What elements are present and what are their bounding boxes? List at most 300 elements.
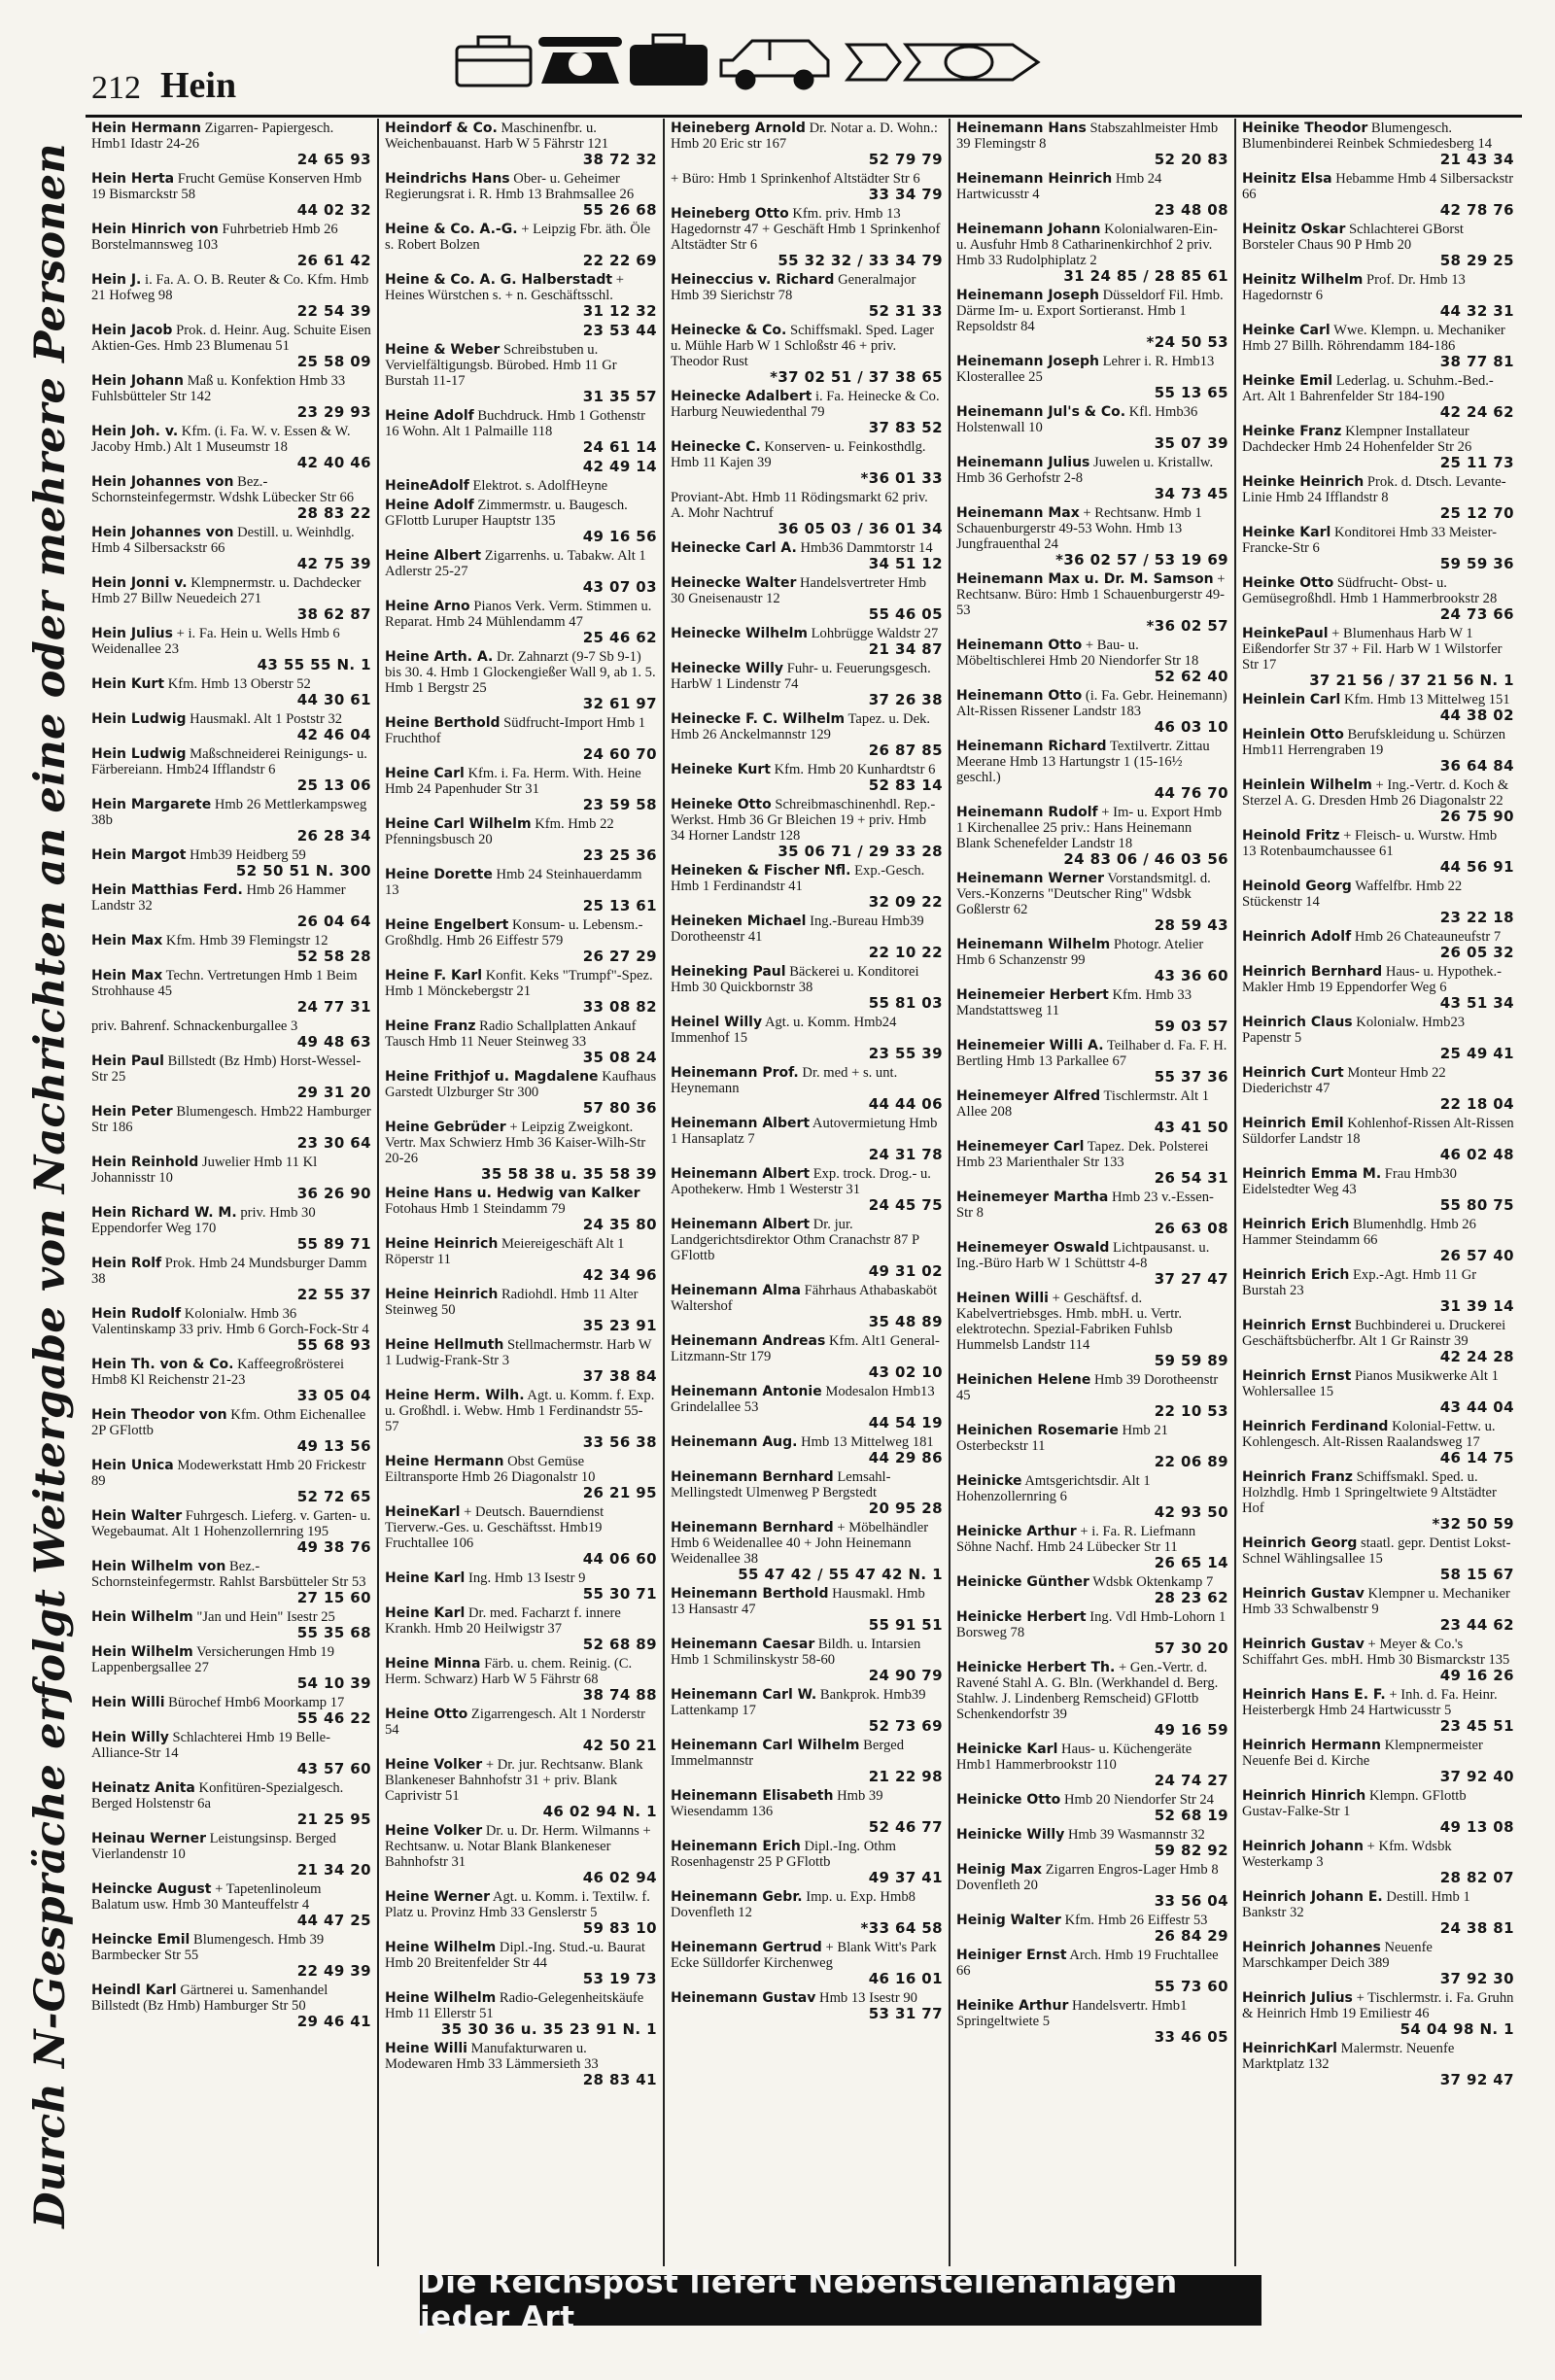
entry-name: Hein Rudolf [91,1306,182,1322]
arrow-logo-icon [847,45,1038,80]
directory-entry [671,575,943,622]
entry-name: Heinemann Berthold [671,1586,829,1602]
entry-details: Exp. trock. Drog.- u. Apothekerw. Hmb 1 Westerstr 31 [671,1166,931,1197]
header-rule [86,115,1522,118]
entry-name: Heine Dorette [385,867,493,882]
entry-name: Heinicke Willy [956,1827,1065,1843]
entry-phone-number: 37 83 52 [868,419,943,436]
entry-details: + Rechtsanw. Büro: Hmb 1 Schauenburgerstr 49-53 [956,571,1226,618]
directory-entry [91,1559,371,1605]
entry-phone-number: 49 13 56 [296,1437,371,1455]
suitcase-icon [457,37,531,86]
entry-name: Heinike Arthur [956,1998,1069,2014]
entry-details: + Blank Witt's Park Ecke Sülldorfer Kirchenweg [671,1940,937,1971]
entry-details: Dipl.-Ing. Othm Rosenhagenstr 25 P GFlottb [671,1839,896,1870]
directory-entry [385,121,657,167]
entry-details: Billstedt (Bz Hmb) Horst-Wessel-Str 25 [91,1053,362,1085]
entry-name: Hein Matthias Ferd. [91,882,243,898]
directory-entry [385,1454,657,1500]
entry-phone-number: 42 40 46 [296,454,371,471]
entry-details: Proviant-Abt. Hmb 11 Rödingsmarkt 62 priv. A. Mohr Nachtruf [671,490,928,521]
entry-phone-number: *37 02 51 / 37 38 65 [770,368,943,386]
entry-details: Schlachterei GBorst Borsteler Chaus 90 P Hmb 20 [1242,222,1464,253]
directory-entry [385,649,657,711]
entry-phone-number: 26 28 34 [296,827,371,845]
entry-name: Heinrich Hermann [1242,1738,1381,1753]
directory-entry [1242,373,1514,420]
entry-phone-number: *24 50 53 [1146,333,1228,351]
entry-name: Hein Kurt [91,676,165,692]
entry-name: Heinemann Otto [956,688,1083,704]
directory-entry [91,272,371,319]
entry-phone-number: 43 41 50 [1154,1119,1228,1136]
entry-name: Heinicke Otto [956,1792,1061,1808]
directory-entry [91,1458,371,1504]
entry-details: Klempner u. Mechaniker Hmb 33 Schwalbenstr 9 [1242,1586,1510,1617]
entry-details: Zigarrenhs. u. Tabakw. Alt 1 Adlerstr 25-27 [385,548,646,579]
entry-details: Lederlag. u. Schuhm.-Bed.-Art. Alt 1 Bahrenfelder Str 184-190 [1242,373,1494,404]
directory-entry [385,917,657,964]
entry-phone-number: 42 50 21 [582,1737,657,1754]
directory-entry [956,1792,1228,1823]
directory-column-4 [949,119,1234,2266]
directory-entry [385,867,657,914]
directory-entry [956,1609,1228,1656]
entry-name: Heine Werner [385,1889,491,1905]
directory-entry [956,354,1228,400]
entry-phone-number: 28 59 43 [1154,916,1228,934]
entry-details: Ing. Hmb 13 Isestr 9 [468,1570,586,1586]
entry-phone-number: 59 59 36 [1439,555,1514,572]
directory-entry [385,1605,657,1652]
entry-details: Hmb 23 v.-Essen-Str 8 [956,1190,1214,1221]
entry-name: Heine Willi [385,2041,467,2056]
entry-name: Heinrich Ernst [1242,1318,1352,1333]
entry-details: Destill. u. Weinhdlg. Hmb 4 Silbersackstr 66 [91,525,355,556]
directory-column-5 [1234,119,1520,2266]
directory-entry [671,661,943,707]
entry-phone-number: 26 65 14 [1154,1554,1228,1571]
entry-details: Agt. u. Komm. f. Exp. u. Großhdl. i. Webw. Hmb 1 Ferdinandstr 55-57 [385,1388,655,1434]
entry-details: Neuenfe Marschkamper Deich 389 [1242,1940,1433,1971]
directory-entry [956,638,1228,684]
entry-phone-number: 23 45 51 [1439,1717,1514,1735]
entry-details: Arch. Hmb 19 Fruchtallee 66 [956,1948,1219,1979]
entry-name: Heinrich Emil [1242,1116,1344,1131]
entry-details: Konditorei Hmb 33 Meister-Francke-Str 6 [1242,525,1498,556]
entry-name: Heincke August [91,1881,212,1897]
entry-phone-number: 55 73 60 [1154,1978,1228,1995]
directory-entry [956,1473,1228,1520]
entry-details: Juwelier Hmb 11 Kl Johannisstr 10 [91,1155,318,1186]
entry-name: Heinecke F. C. Wilhelm [671,711,846,727]
entry-details: Kfm. Hmb 39 Flemingstr 12 [165,933,328,949]
entry-phone-number: 21 22 98 [868,1768,943,1785]
entry-name: Heine Heinrich [385,1236,499,1252]
entry-phone-number: 35 07 39 [1154,434,1228,452]
directory-entry [671,540,943,571]
entry-details: priv. Bahrenf. Schnackenburgallee 3 [91,1018,298,1034]
entry-details: + Bau- u. Möbeltischlerei Hmb 20 Niendorfer Str 18 [956,638,1199,669]
entry-name: Heinicke Herbert Th. [956,1660,1116,1675]
entry-phone-number: 52 46 77 [868,1818,943,1836]
entry-phone-number: 31 24 85 / 28 85 61 [1063,267,1228,285]
directory-entry [671,206,943,268]
directory-entry [385,1707,657,1753]
entry-phone-number: 57 30 20 [1154,1639,1228,1657]
entry-name: Heinemann Joseph [956,354,1099,369]
entry-phone-number: 29 46 41 [296,2013,371,2030]
entry-name: Hein J. [91,272,142,288]
entry-details: Prok. d. Heinr. Aug. Schuite Eisen Aktien-Ges. Hmb 23 Blumenau 51 [91,323,371,354]
entry-phone-number: 33 05 04 [296,1387,371,1404]
entry-name: Hein Margarete [91,797,212,812]
entry-name: Heinemann Alma [671,1283,801,1298]
directory-entry [385,459,657,474]
entry-details: Pianos Musikwerke Alt 1 Wohlersallee 15 [1242,1368,1499,1399]
directory-entry [1242,222,1514,268]
entry-details: Hmb 21 Osterbeckstr 11 [956,1423,1168,1454]
entry-details: Bez.-Schornsteinfegermstr. Wdshk Lübecker Str 66 [91,474,355,505]
directory-entry [956,1139,1228,1186]
entry-details: Fährhaus Athabaskaböt Waltershof [671,1283,938,1314]
entry-name: Heinemann Elisabeth [671,1788,834,1804]
directory-entry [1242,1368,1514,1415]
entry-name: Heinemann Rudolf [956,805,1098,820]
entry-name: Heinemann Bernhard [671,1469,834,1485]
entry-phone-number: 54 10 39 [296,1674,371,1692]
entry-name: Heine Carl [385,766,465,781]
entry-name: Heinecke Carl A. [671,540,797,556]
entry-phone-number: 36 64 84 [1439,757,1514,775]
entry-details: Exp.-Gesch. Hmb 1 Ferdinandstr 41 [671,863,925,894]
entry-details: Kfm. priv. Hmb 13 Hagedornstr 47 + Geschäft Hmb 1 Sprinkenhof Altstädter Str 6 [671,206,941,253]
entry-details: Prof. Dr. Hmb 13 Hagedornstr 6 [1242,272,1466,303]
entry-details: + Kfm. Wdsbk Westerkamp 3 [1242,1839,1452,1870]
entry-details: Waffelfbr. Hmb 22 Stückenstr 14 [1242,879,1463,910]
directory-entry [1242,929,1514,960]
entry-phone-number: 26 75 90 [1439,808,1514,825]
directory-entry [1242,1267,1514,1314]
entry-phone-number: 44 76 70 [1154,784,1228,802]
entry-name: Heinemann Jul's & Co. [956,404,1126,420]
entry-phone-number: 24 77 31 [296,998,371,1016]
entry-details: staatl. gepr. Dentist Lokst-Schnel Wählingsallee 15 [1242,1535,1511,1567]
directory-entry [91,676,371,707]
entry-phone-number: 55 80 75 [1439,1196,1514,1214]
directory-entry [956,1190,1228,1236]
entry-details: Exp.-Agt. Hmb 11 Gr Burstah 23 [1242,1267,1477,1298]
entry-phone-number: 22 18 04 [1439,1095,1514,1113]
directory-entry [1242,1889,1514,1936]
directory-entry [91,847,371,879]
entry-phone-number: 23 29 93 [296,403,371,421]
entry-name: Heine F. Karl [385,968,483,983]
entry-details: Hebamme Hmb 4 Silbersackstr 66 [1242,171,1514,202]
entry-details: Agt. u. Komm. i. Textilw. f. Platz u. Provinz Hmb 33 Genslerstr 5 [385,1889,650,1920]
entry-name: Heinold Georg [1242,879,1352,894]
directory-entry [91,1730,371,1776]
entry-details: Kolonialwaren-Ein- u. Ausfuhr Hmb 8 Catharinenkirchhof 2 priv. Hmb 33 Rudolphiplatz 2 [956,222,1218,268]
entry-name: Heincke Emil [91,1932,190,1948]
directory-entry [1242,1535,1514,1582]
directory-entry [91,575,371,622]
entry-phone-number: 44 47 25 [296,1912,371,1929]
entry-details: Hmb 39 Wasmannstr 32 [1068,1827,1205,1843]
entry-name: Heinecke Willy [671,661,784,676]
directory-entry [385,1069,657,1116]
entry-name: Heineken & Fischer Nfl. [671,863,851,879]
entry-name: Heinemann Heinrich [956,171,1113,187]
entry-details: + Tapetenlinoleum Balatum usw. Hmb 30 Manteuffelstr 4 [91,1881,322,1913]
directory-entry [956,1998,1228,2045]
entry-name: Heinemann Hans [956,121,1087,136]
entry-details: Ing.-Bureau Hmb39 Dorotheenstr 41 [671,914,924,945]
entry-phone-number: 23 59 58 [582,796,657,813]
directory-entry [385,1337,657,1384]
directory-entry [1242,575,1514,622]
entry-phone-number: 29 31 20 [296,1084,371,1101]
entry-phone-number: 23 44 62 [1439,1616,1514,1634]
side-ad-text: Durch N-Gespräche erfolgt Weitergabe von Nachrichten an eine oder mehrere Personen [26,143,76,2228]
entry-phone-number: 55 91 51 [868,1616,943,1634]
directory-entry [1242,1687,1514,1734]
entry-details: Blumengesch. Hmb 39 Barmbecker Str 55 [91,1932,325,1963]
entry-details: Schreibmaschinenhdl. Rep.-Werkst. Hmb 36 Gr Bleichen 19 + priv. Hmb 34 Horner Landstr 128 [671,797,936,844]
entry-details: Bäckerei u. Konditorei Hmb 30 Quickbornstr 38 [671,964,919,995]
entry-details: Modesalon Hmb13 Grindelallee 53 [671,1384,935,1415]
entry-details: Radio-Gelegenheitskäufe Hmb 11 Ellerstr 51 [385,1990,644,2021]
entry-phone-number: 35 08 24 [582,1049,657,1066]
entry-phone-number: 55 89 71 [296,1235,371,1253]
directory-entry [1242,1166,1514,1213]
entry-details: + Heines Würstchen s. + n. Geschäftsschl. [385,272,624,303]
entry-details: Prok. d. Dtsch. Levante-Linie Hmb 24 Ifflandstr 8 [1242,474,1506,505]
entry-details: + Möbelhändler Hmb 6 Weidenallee 40 + John Heinemann Weidenallee 38 [671,1520,929,1567]
entry-name: Heinen Willi [956,1291,1049,1306]
directory-entry [956,739,1228,801]
directory-entry [671,1333,943,1380]
entry-name: Heinke Heinrich [1242,474,1365,490]
directory-entry [91,373,371,420]
directory-entry [91,1983,371,2029]
entry-details: Dr. med + s. unt. Heynemann [671,1065,898,1096]
directory-entry [91,1831,371,1878]
entry-name: Hein Reinhold [91,1155,199,1170]
directory-entry [91,1609,371,1640]
directory-entry [956,222,1228,284]
entry-name: Hein Johann [91,373,185,389]
entry-details: Konserven- u. Feinkosthdlg. Hmb 11 Kajen 39 [671,439,926,470]
entry-details: Buchdruck. Hmb 1 Gothenstr 16 Wohn. Alt 1 Palmaille 118 [385,408,646,439]
entry-phone-number: 26 63 08 [1154,1220,1228,1237]
directory-entry [91,1932,371,1979]
directory-entry [671,964,943,1011]
directory-entry [1242,1990,1514,2037]
entry-details: Dr. u. Dr. Herm. Wilmanns + Rechtsanw. u. Notar Blank Blankeneser Bahnhofstr 31 [385,1823,651,1870]
entry-name: Heinrich Ferdinand [1242,1419,1389,1434]
directory-entry [671,1889,943,1936]
entry-phone-number: 52 58 28 [296,948,371,965]
directory-entry [91,121,371,167]
directory-entry [1242,1015,1514,1061]
entry-name: Heinrich Gustav [1242,1637,1365,1652]
entry-details: Lichtpausanst. u. Ing.-Büro Harb W 1 Schüttstr 4-8 [956,1240,1210,1271]
directory-entry [956,1524,1228,1570]
entry-phone-number: 23 55 39 [868,1045,943,1062]
directory-entry [956,571,1228,634]
directory-entry [1242,1637,1514,1683]
entry-phone-number: 42 24 62 [1439,403,1514,421]
entry-name: Heine Wilhelm [385,1990,497,2006]
directory-entry [671,1839,943,1885]
entry-details: Hmb 24 Steinhauerdamm 13 [385,867,642,898]
entry-details: Handelsvertr. Hmb1 Springeltwiete 5 [956,1998,1188,2029]
entry-phone-number: 32 61 97 [582,695,657,712]
entry-name: Heine Heinrich [385,1287,499,1302]
entry-details: + Fleisch- u. Wurstw. Hmb 13 Rotenbaumchaussee 61 [1242,828,1498,859]
entry-details: Färb. u. chem. Reinig. (C. Herm. Schwarz) Harb W 5 Fährstr 68 [385,1656,633,1687]
entry-name: Heinke Otto [1242,575,1334,591]
entry-phone-number: 52 73 69 [868,1717,943,1735]
entry-phone-number: 23 48 08 [1154,201,1228,219]
directory-entry [956,805,1228,867]
entry-name: Hein Johannes von [91,474,234,490]
entry-details: + Inh. d. Fa. Heinr. Heisterbergk Hmb 24 Hartwicusstr 5 [1242,1687,1498,1718]
entry-details: Wwe. Klempn. u. Mechaniker Hmb 27 Billh. Röhrendamm 184-186 [1242,323,1505,354]
entry-name: Heinemann Werner [956,871,1105,886]
entry-details: + Blumenhaus Harb W 1 Eißendorfer Str 37 + Fil. Harb W 1 Wilstorfer Str 17 [1242,626,1503,673]
directory-entry [385,1186,657,1232]
entry-name: Heinitz Wilhelm [1242,272,1364,288]
entry-details: Lehrer i. R. Hmb13 Klosterallee 25 [956,354,1215,385]
entry-phone-number: 35 30 36 u. 35 23 91 N. 1 [440,2020,657,2038]
entry-name: Hein Paul [91,1053,164,1069]
entry-phone-number: 55 46 22 [296,1709,371,1727]
entry-phone-number: 43 07 03 [582,578,657,596]
entry-phone-number: 43 36 60 [1154,967,1228,984]
directory-entry [1242,424,1514,470]
entry-details: Kfm. (i. Fa. W. v. Essen & W. Jacoby Hmb.) Alt 1 Museumstr 18 [91,424,351,455]
entry-details: Hmb 39 Dorotheenstr 45 [956,1372,1219,1403]
entry-details: Hmb 26 Mettlerkampsweg 38b [91,797,367,828]
directory-entry [385,766,657,812]
entry-name: Heinemann Richard [956,739,1107,754]
directory-entry [671,1586,943,1633]
entry-name: HeinkePaul [1242,626,1329,641]
luggage-icon [630,35,708,86]
entry-phone-number: 43 02 10 [868,1363,943,1381]
entry-phone-number: 42 49 14 [582,458,657,475]
entry-name: Heinrich Claus [1242,1015,1353,1030]
directory-entry [385,816,657,863]
directory-entry [91,1053,371,1100]
entry-phone-number: 23 22 18 [1439,909,1514,926]
entry-name: Heine Hans u. Hedwig van Kalker [385,1186,640,1201]
entry-phone-number: 21 34 20 [296,1861,371,1879]
entry-phone-number: 26 61 42 [296,252,371,269]
entry-phone-number: 49 38 76 [296,1538,371,1556]
entry-phone-number: 24 73 66 [1439,605,1514,623]
entry-name: Heiniger Ernst [956,1948,1067,1963]
entry-details: Haus- u. Küchengeräte Hmb1 Hammerbrookstr 110 [956,1742,1192,1773]
directory-entry [1242,964,1514,1011]
entry-phone-number: 44 30 61 [296,691,371,708]
entry-details: + Meyer & Co.'s Schiffahrt Ges. mbH. Hmb 30 Bismarckstr 135 [1242,1637,1510,1668]
entry-phone-number: 38 62 87 [296,605,371,623]
directory-entry [91,1256,371,1302]
directory-entry [956,1948,1228,1994]
entry-name: Heinrich Erich [1242,1267,1350,1283]
entry-name: Heinemann Prof. [671,1065,799,1081]
entry-name: Heinlein Carl [1242,692,1341,707]
directory-entry [671,863,943,910]
entry-phone-number: 22 10 22 [868,944,943,961]
directory-entry [1242,2041,1514,2087]
entry-name: Heine Berthold [385,715,501,731]
entry-name: Heineberg Otto [671,206,789,222]
entry-details: Südfrucht-Import Hmb 1 Fruchthof [385,715,646,746]
directory-entry [385,272,657,319]
entry-phone-number: 38 77 81 [1439,353,1514,370]
entry-name: Heinemeyer Oswald [956,1240,1110,1256]
directory-entry [385,1823,657,1885]
directory-entry [956,987,1228,1034]
entry-phone-number: 22 22 69 [582,252,657,269]
entry-name: Heinitz Elsa [1242,171,1332,187]
entry-name: Heine Hermann [385,1454,504,1469]
entry-phone-number: 52 50 51 N. 300 [235,862,371,880]
entry-details: Autovermietung Hmb 1 Hansaplatz 7 [671,1116,938,1147]
entry-name: Heinatz Anita [91,1780,195,1796]
entry-details: Monteur Hmb 22 Diederichstr 47 [1242,1065,1446,1096]
directory-entry [91,882,371,929]
directory-column-3 [663,119,949,2266]
directory-entry [671,439,943,486]
directory-entry [385,222,657,268]
entry-details: Manufakturwaren u. Modewaren Hmb 33 Lämmersieth 33 [385,2041,599,2072]
directory-entry [385,1236,657,1283]
entry-details: Malermstr. Neuenfe Marktplatz 132 [1242,2041,1455,2072]
entry-name: Hein Walter [91,1508,183,1524]
directory-entry [1242,1788,1514,1835]
entry-phone-number: *36 01 33 [860,469,943,487]
entry-phone-number: 49 16 26 [1439,1667,1514,1684]
entry-phone-number: 52 62 40 [1154,668,1228,685]
directory-entry [956,937,1228,983]
entry-name: HeinrichKarl [1242,2041,1337,2056]
entry-details: Kfm. Hmb 26 Eiffestr 53 [1064,1913,1208,1928]
entry-phone-number: 44 06 60 [582,1550,657,1568]
entry-name: Heine Arno [385,599,470,614]
entry-name: Hein Wilhelm von [91,1559,226,1574]
directory-entry [671,1520,943,1582]
directory-entry [956,121,1228,167]
entry-phone-number: *36 02 57 / 53 19 69 [1055,551,1228,569]
directory-entry [956,1862,1228,1909]
entry-phone-number: 52 83 14 [868,776,943,794]
entry-phone-number: 46 16 01 [868,1970,943,1987]
entry-name: Heinrich Hans E. F. [1242,1687,1386,1703]
entry-details: Teilhaber d. Fa. F. H. Bertling Hmb 13 Parkallee 67 [956,1038,1227,1069]
entry-details: Tapez. Dek. Polsterei Hmb 23 Marienthaler Str 133 [956,1139,1209,1170]
entry-details: + Büro: Hmb 1 Sprinkenhof Altstädter Str 6 [671,171,920,187]
entry-phone-number: 57 80 36 [582,1099,657,1117]
entry-name: Heine Carl Wilhelm [385,816,532,832]
directory-entry [671,1687,943,1734]
entry-phone-number: 26 04 64 [296,913,371,930]
directory-entry [671,121,943,167]
